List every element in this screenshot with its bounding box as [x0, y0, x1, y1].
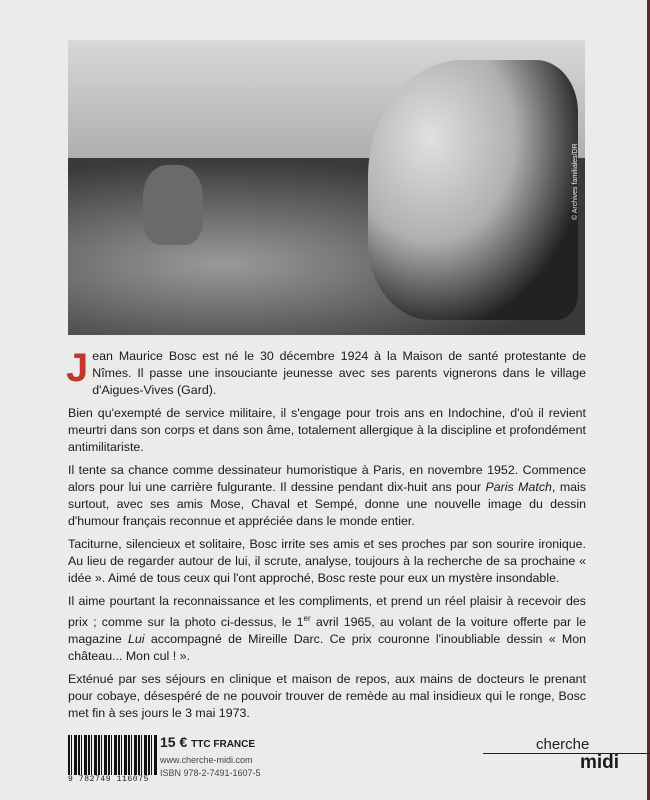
biography-text [68, 348, 586, 728]
barcode-bars [68, 735, 158, 775]
paragraph: Il aime pourtant la reconnaissance et les compliments, et prend un réel plaisir à recevoir des prix ; comme sur la photo ci-dessus, le 1er avril 1965, au volant de la voiture offerte par le magazine Lui accompagné de Mireille Darc. Ce prix couronne l'inoubliable dessin « Mon château... Mon cul ! ». [68, 594, 586, 664]
paragraph: Il tente sa chance comme dessinateur humoristique à Paris, en novembre 1952. Commence alors pour lui une carrière fulgurante. Il dessine pendant dix-huit ans pour Paris Match, mais surtout, avec ses amis Mose, Chaval et Sempé, donne une nouvelle image du dessin d'humour français reconnue et appréciée dans le monde entier. [68, 463, 586, 528]
drop-cap: J [66, 346, 89, 390]
publisher-info [160, 754, 261, 780]
photo-man [143, 165, 203, 245]
price: 15 € TTC FRANCE [160, 734, 256, 750]
photo-credit: © Archives familiales/DR [572, 143, 579, 220]
isbn: ISBN 978-2-7491-1607-5 [160, 768, 261, 778]
cover-photo [68, 40, 585, 335]
barcode-number: 9 782749 116075 [68, 775, 150, 784]
paragraph: Taciturne, silencieux et solitaire, Bosc irrite ses amis et ses proches par son sourire ironique. Au lieu de regarder autour de lui, il scrute, analyse, toujours à la recherche de sa prochaine « idée ». Aimé de tous ceux qui l'ont approché, Bosc reste pour eux un mystère insondable. [68, 537, 586, 585]
website: www.cherche-midi.com [160, 755, 253, 765]
paragraph: Jean Maurice Bosc est né le 30 décembre 1924 à la Maison de santé protestante de Nîmes. Il passe une insouciante jeunesse avec ses parents vignerons dans le village d'Aigues-Vives (Gard). [66, 346, 586, 397]
publisher-logo: cherche midi [483, 737, 650, 772]
barcode [68, 735, 158, 787]
photo-woman [368, 60, 578, 320]
paragraph: Bien qu'exempté de service militaire, il s'engage pour trois ans en Indochine, d'où il revient meurtri dans son corps et dans son âme, totalement allergique à la discipline et profondément antimilitariste. [68, 406, 586, 454]
paragraph: Exténué par ses séjours en clinique et maison de repos, aux mains de docteurs le prenant pour cobaye, désespéré de ne pouvoir trouver de remède au mal insidieux qui le ronge, Bosc met fin à ses jours le 3 mai 1973. [68, 672, 586, 721]
